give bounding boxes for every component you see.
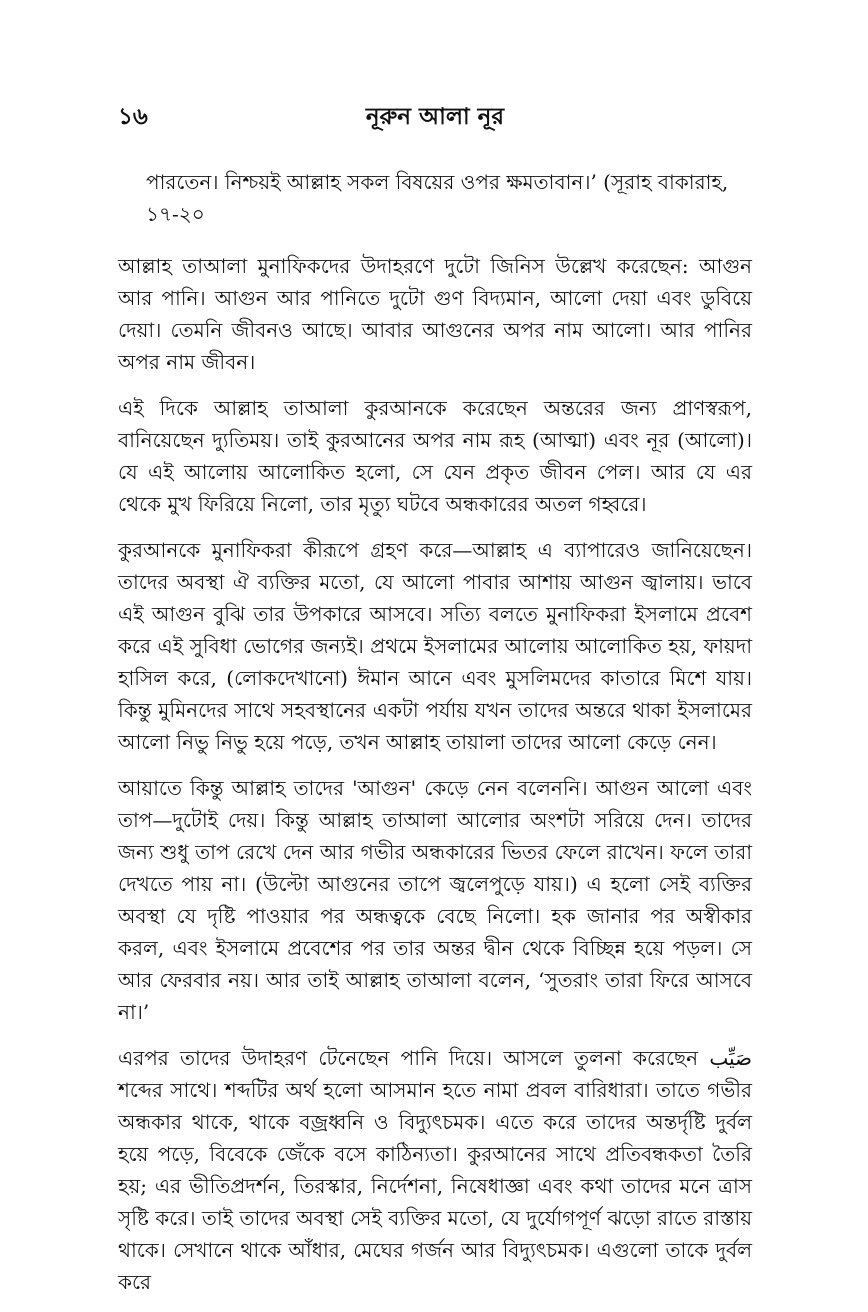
- paragraph-5: [118, 1042, 752, 1298]
- page-number: ১৬: [118, 103, 148, 130]
- running-title: নূরুন আলা নূর: [365, 103, 505, 130]
- page-body: [118, 166, 752, 1312]
- arabic-word: صَيِّب: [709, 1046, 753, 1070]
- paragraph-2: এই দিকে আল্লাহ তাআলা কুরআনকে করেছেন অন্তরের জন্য প্রাণস্বরূপ, বানিয়েছেন দ্যুতিময়। তাই কুরআনের অপর নাম রূহ (আত্মা) এবং নূর (আলো)। যে এই আলোয় আলোকিত হলো, সে যেন প্রকৃত জীবন পেল। আর যে এর থেকে মুখ ফিরিয়ে নিলো, তার মৃত্যু ঘটবে অন্ধকারের অতল গহ্বরে।: [118, 396, 752, 516]
- paragraph-3: কুরআনকে মুনাফিকরা কীরূপে গ্রহণ করে—আল্লাহ এ ব্যাপারেও জানিয়েছেন। তাদের অবস্থা ঐ ব্যক্তির মতো, যে আলো পাবার আশায় আগুন জ্বালায়। ভাবে এই আগুন বুঝি তার উপকারে আসবে। সত্যি বলতে মুনাফিকরা ইসলামে প্রবেশ করে এই সুবিধা ভোগের জন্যই। প্রথমে ইসলামের আলোয় আলোকিত হয়, ফায়দা হাসিল করে, (লোকদেখানো) ঈমান আনে এবং মুসলিমদের কাতারে মিশে যায়। কিন্তু মুমিনদের সাথে সহবস্থানের একটা পর্যায় যখন তাদের অন্তরে থাকা ইসলামের আলো নিভু নিভু হয়ে পড়ে, তখন আল্লাহ তায়ালা তাদের আলো কেড়ে নেন।: [118, 538, 752, 754]
- page-header: [118, 98, 752, 134]
- paragraph-1: আল্লাহ তাআলা মুনাফিকদের উদাহরণে দুটো জিনিস উল্লেখ করেছেন: আগুন আর পানি। আগুন আর পানিতে দুটো গুণ বিদ্যমান, আলো দেয়া এবং ডুবিয়ে দেয়া। তেমনি জীবনও আছে। আবার আগুনের অপর নাম আলো। আর পানির অপর নাম জীবন।: [118, 254, 752, 374]
- quran-quote: পারতেন। নিশ্চয়ই আল্লাহ সকল বিষয়ের ওপর ক্ষমতাবান।’ (সূরাহ বাকারাহ, ১৭-২০: [146, 170, 729, 226]
- paragraph-4: আয়াতে কিন্তু আল্লাহ তাদের 'আগুন' কেড়ে নেন বলেননি। আগুন আলো এবং তাপ—দুটোই দেয়। কিন্তু আল্লাহ তাআলা আলোর অংশটা সরিয়ে দেন। তাদের জন্য শুধু তাপ রেখে দেন আর গভীর অন্ধকারের ভিতর ফেলে রাখেন। ফলে তারা দেখতে পায় না। (উল্টো আগুনের তাপে জ্বলেপুড়ে যায়।) এ হলো সেই ব্যক্তির অবস্থা যে দৃষ্টি পাওয়ার পর অন্ধত্বকে বেছে নিলো। হক জানার পর অস্বীকার করল, এবং ইসলামে প্রবেশের পর তার অন্তর দ্বীন থেকে বিচ্ছিন্ন হয়ে পড়ল। সে আর ফেরবার নয়। আর তাই আল্লাহ তাআলা বলেন, ‘সুতরাং তারা ফিরে আসবে না।’: [118, 776, 752, 1024]
- paragraph-5-rest: শব্দের সাথে। শব্দটির অর্থ হলো আসমান হতে নামা প্রবল বারিধারা। তাতে গভীর অন্ধকার থাকে, থাকে বজ্রধ্বনি ও বিদ্যুৎচমক। এতে করে তাদের অন্তর্দৃষ্টি দুর্বল হয়ে পড়ে, বিবেকে জেঁকে বসে কাঠিন্যতা। কুরআনের সাথে প্রতিবন্ধকতা তৈরি হয়; এর ভীতিপ্রদর্শন, তিরস্কার, নির্দেশনা, নিষেধাজ্ঞা এবং কথা তাদের মনে ত্রাস সৃষ্টি করে। তাই তাদের অবস্থা সেই ব্যক্তির মতো, যে দুর্যোগপূর্ণ ঝড়ো রাতে রাস্তায় থাকে। সেখানে থাকে আঁধার, মেঘের গর্জন আর বিদ্যুৎচমক। এগুলো তাকে দুর্বল করে: [118, 1078, 752, 1294]
- paragraph-5-lead: এরপর তাদের উদাহরণ টেনেছেন পানি দিয়ে। আসলে তুলনা করেছেন: [118, 1046, 699, 1070]
